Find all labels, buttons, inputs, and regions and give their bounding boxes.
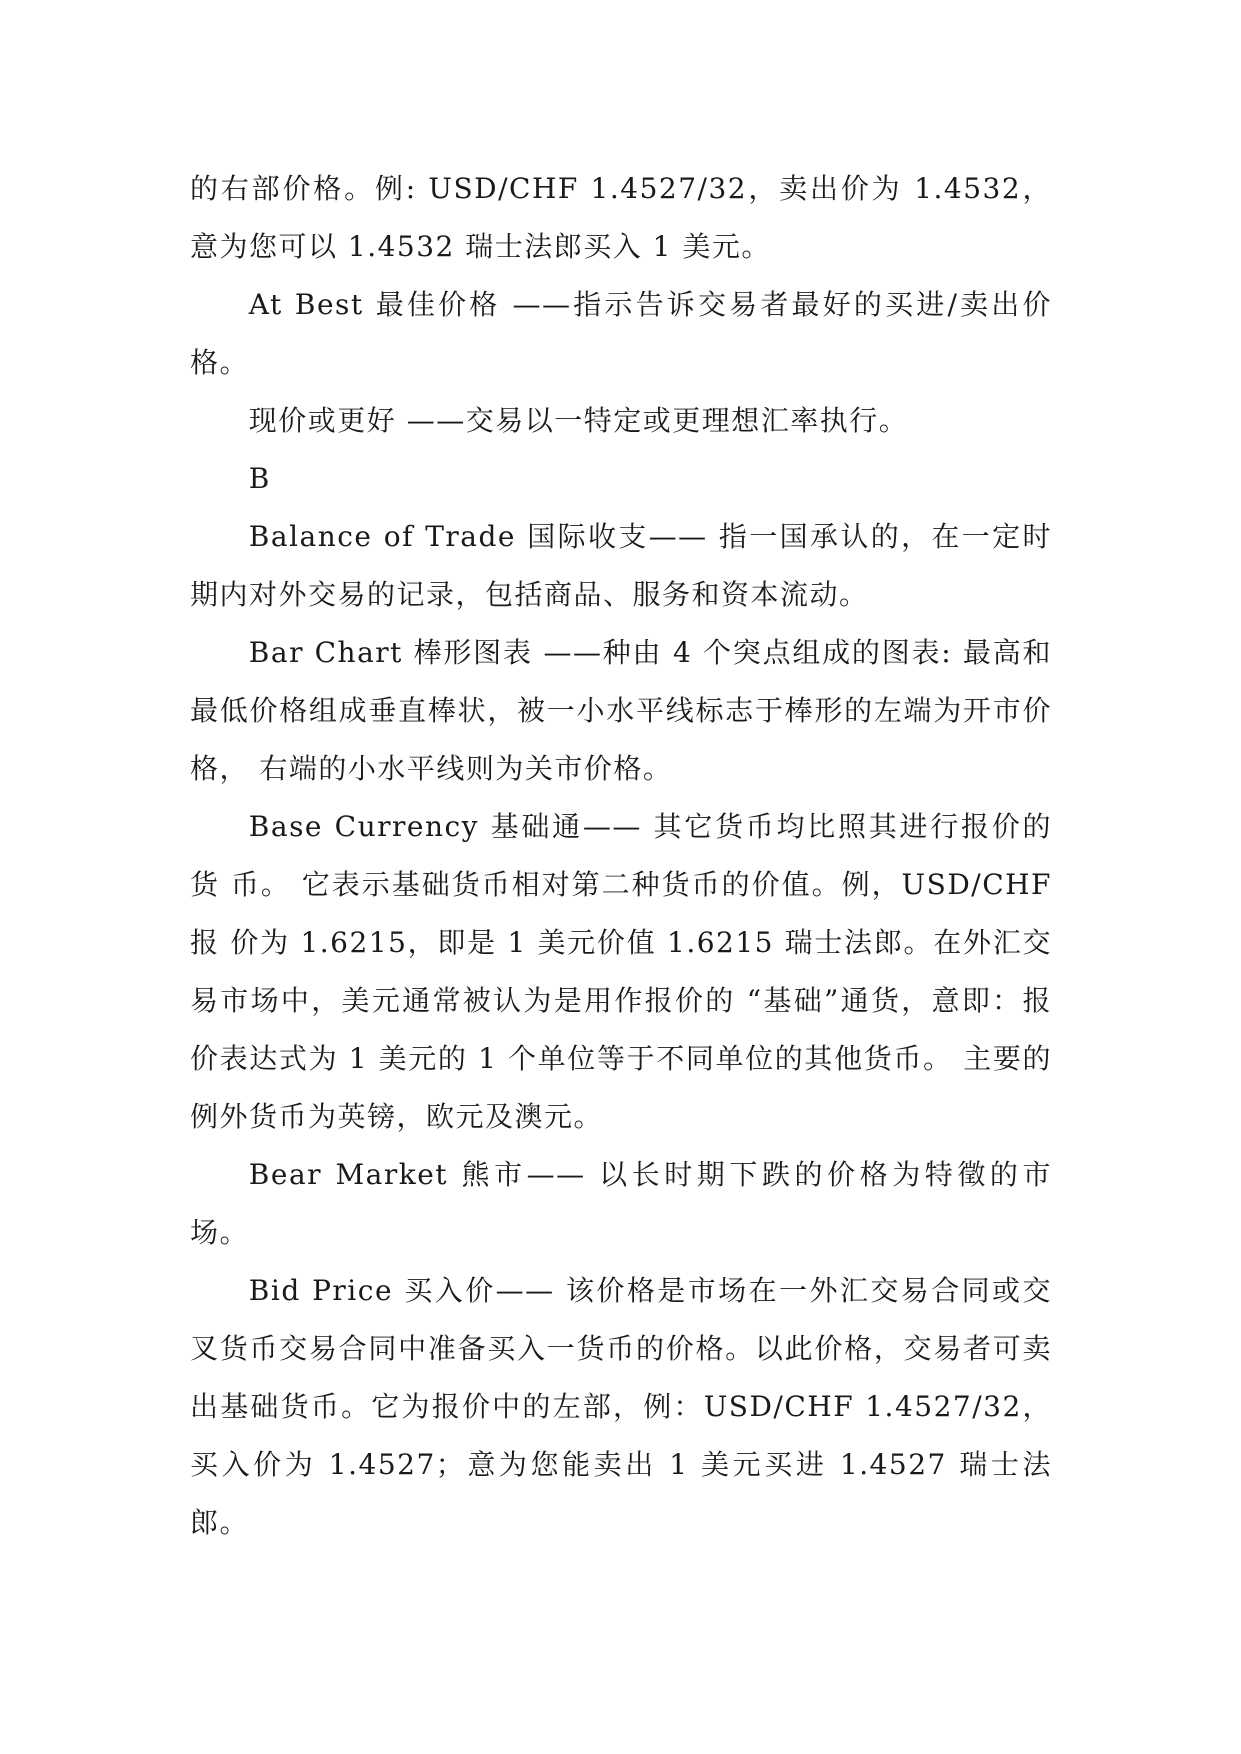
paragraph-base-currency: Base Currency 基础通—— 其它货币均比照其进行报价的货 币。 它表示基础货币相对第二种货币的价值。例，USD/CHF 报 价为 1.6215，即是 1 美元价值 1.6215 瑞士法郎。在外汇交易市场中，美元通常被认为是用作报价的 “基础”通货，意即：报价表达式为 1 美元的 1 个单位等于不同单位的其他货币。 主要的例外货币为英镑，欧元及澳元。: [190, 810, 1052, 1133]
paragraph-at-or-better: 现价或更好 ——交易以一特定或更理想汇率执行。: [248, 404, 909, 437]
paragraph-bid-price: Bid Price 买入价—— 该价格是市场在一外汇交易合同或交叉货币交易合同中准备买入一货币的价格。以此价格，交易者可卖出基础货币。它为报价中的左部，例：USD/CHF 1.4527/32， 买入价为 1.4527；意为您能卖出 1 美元买进 1.4527 瑞士法郎。: [190, 1274, 1052, 1539]
paragraph-balance-of-trade: Balance of Trade 国际收支—— 指一国承认的，在一定时期内对外交易的记录，包括商品、服务和资本流动。: [190, 520, 1052, 611]
section-letter-b: B: [248, 462, 271, 495]
paragraph-bear-market: Bear Market 熊市—— 以长时期下跌的价格为特徵的市场。: [190, 1158, 1052, 1249]
paragraph-at-best: At Best 最佳价格 ——指示告诉交易者最好的买进/卖出价格。: [190, 288, 1052, 379]
document-page: [190, 160, 1052, 1552]
paragraph-bar-chart: Bar Chart 棒形图表 ——种由 4 个突点组成的图表: 最高和最低价格组成垂直棒状，被一小水平线标志于棒形的左端为开市价格， 右端的小水平线则为关市价格。: [190, 636, 1052, 785]
paragraph-continuation: 的右部价格。例: USD/CHF 1.4527/32，卖出价为 1.4532，意为您可以 1.4532 瑞士法郎买入 1 美元。: [190, 172, 1052, 263]
